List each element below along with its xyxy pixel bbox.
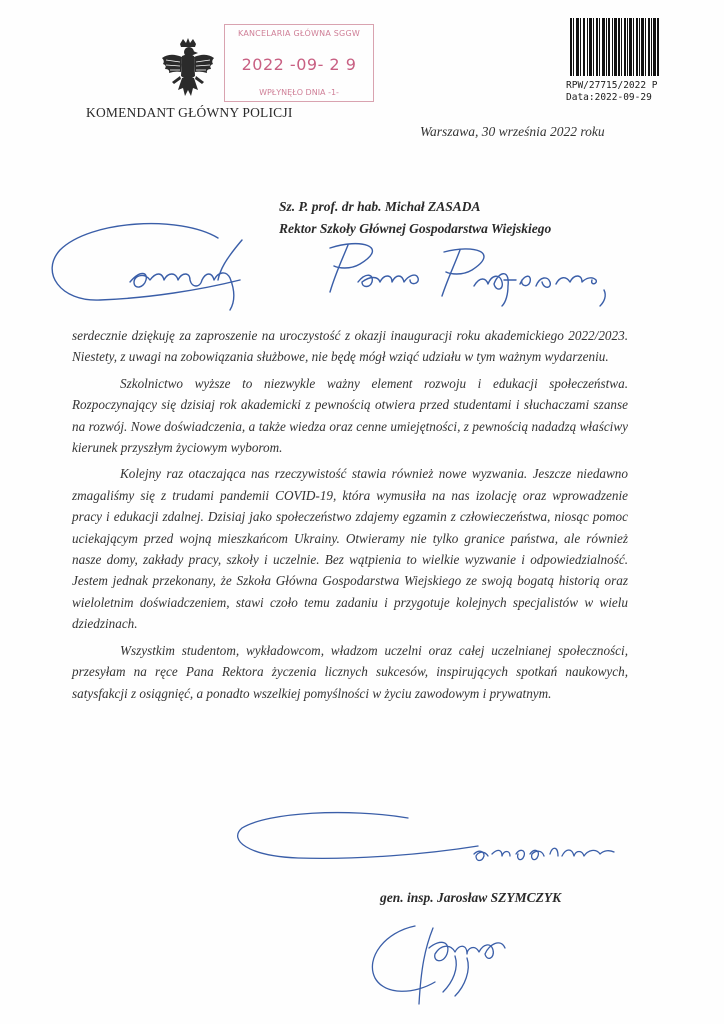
stamp-office-label: KANCELARIA GŁÓWNA SGGW [238, 29, 360, 38]
signatory-name: gen. insp. Jarosław SZYMCZYK [380, 890, 562, 905]
stamp-date: 2022 -09- 2 9 [241, 55, 357, 74]
stamp-received-label: WPŁYNĘŁO DNIA -1- [259, 88, 339, 97]
body-paragraph-3: Kolejny raz otaczająca nas rzeczywistość stawia również nowe wyzwania. Jeszcze niedawno zmagaliśmy się z trudami pandemii COVID-19, która wymusiła na nas izolację oraz wprowadzenie pracy i edukacji zdalnej. Dzisiaj jako społeczeństwo zdajemy egzamin z człowieczeństwa, niosąc pomoc uciekającym przed wojną mieszkańcom Ukrainy. Otwieramy nie tylko granice państwa, ale również nasze domy, zakłady pracy, szkoły i uczelnie. Bez wątpienia to wielkie wyzwanie i odpowiedzialność. Jestem jednak przekonany, że Szkoła Główna Gospodarstwa Wiejskiego ze swoją bogatą historią oraz wieloletnim doświadczeniem, stawi czoło temu zadaniu i przygotuje kolejnych specjalistów w wielu dziedzinach. [72, 466, 628, 632]
registry-date: Data:2022-09-29 [566, 92, 652, 103]
received-stamp [224, 24, 374, 102]
registry-barcode [570, 18, 660, 76]
polish-eagle-emblem-icon [160, 38, 216, 104]
body-paragraph-1: serdecznie dziękuję za zaproszenie na uroczystość z okazji inauguracji roku akademickiego 2022/2023. Niestety, z uwagi na zobowiązania służbowe, nie będę mógł wziąć udziału w tym ważnym wydarzeniu. [72, 328, 628, 365]
handwritten-salutation [30, 210, 630, 320]
addressee-name: Sz. P. prof. dr hab. Michał ZASADA [279, 199, 481, 214]
place-and-date: Warszawa, 30 września 2022 roku [420, 124, 605, 139]
institution-name: KOMENDANT GŁÓWNY POLICJI [86, 105, 293, 120]
letter-body [72, 325, 628, 704]
registry-number: RPW/27715/2022 P [566, 80, 658, 91]
handwritten-closing [228, 810, 638, 876]
registry-info [566, 80, 658, 104]
handwritten-signature [355, 908, 535, 1018]
body-paragraph-2: Szkolnictwo wyższe to niezwykle ważny element rozwoju i edukacji społeczeństwa. Rozpoczynający się dzisiaj rok akademicki z pewnością otwiera przed studentami i słuchaczami szanse na rozwój. Nowe doświadczenia, a także wiedza oraz cenne umiejętności, z pewnością nadadzą właściwy kierunek przyszłym życiowym wyborom. [72, 375, 628, 456]
addressee-title: Rektor Szkoły Głównej Gospodarstwa Wiejskiego [279, 221, 552, 236]
body-paragraph-4: Wszystkim studentom, wykładowcom, władzom uczelni oraz całej uczelnianej społeczności, przesyłam na ręce Pana Rektora życzenia licznych sukcesów, inspirujących spotkań naukowych, satysfakcji z osiągnięć, a ponadto wszelkiej pomyślności w życiu zawodowym i prywatnym. [72, 642, 628, 701]
